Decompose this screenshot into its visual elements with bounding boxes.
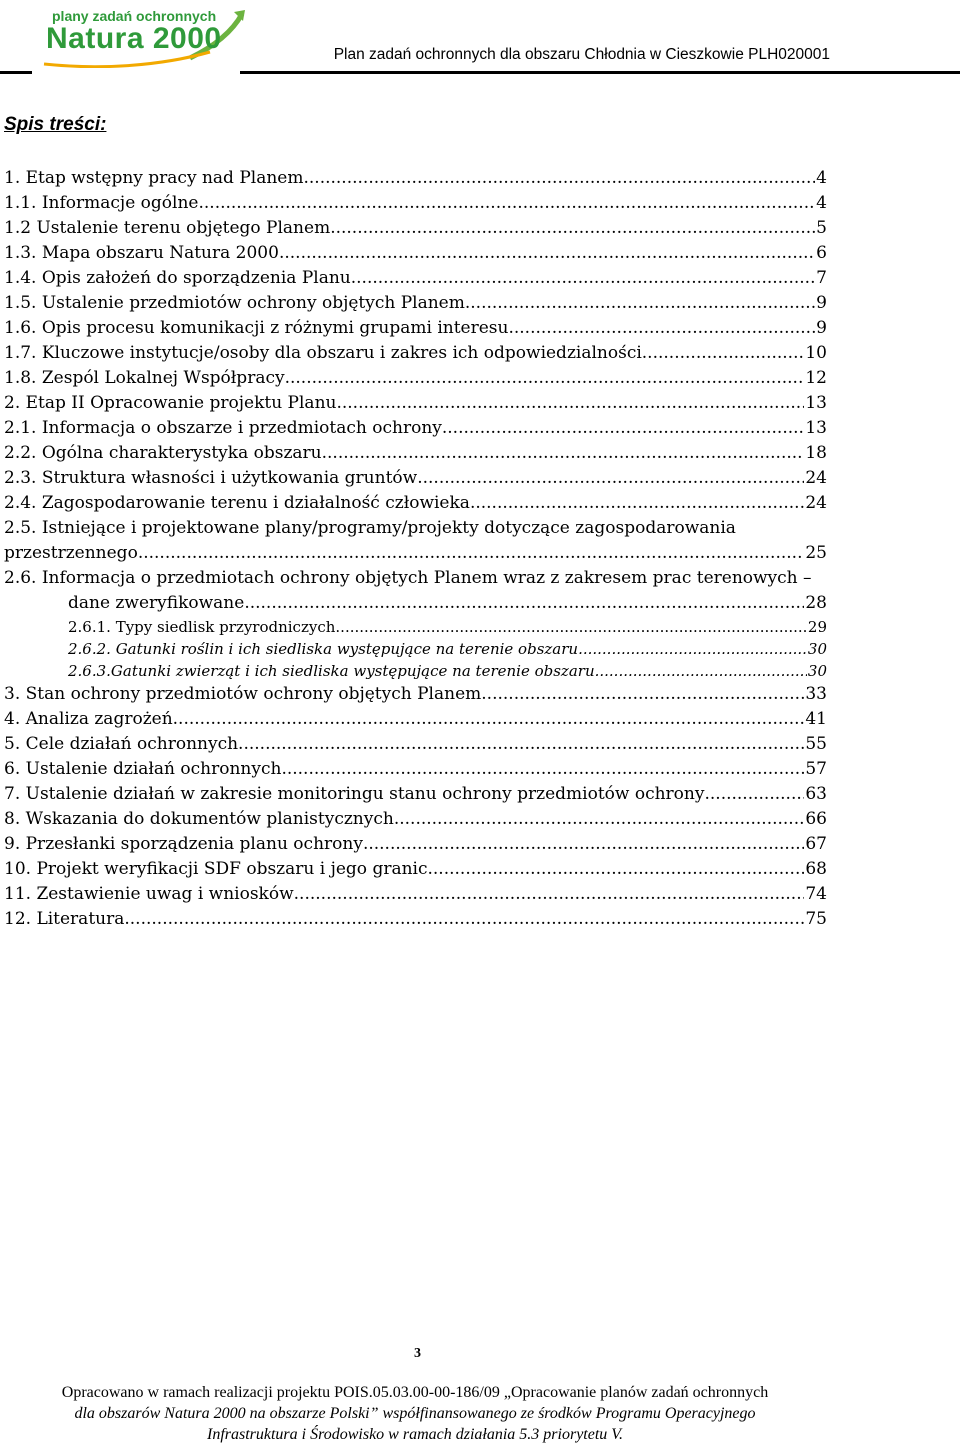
logo-tagline: plany zadań ochronnych: [52, 8, 217, 24]
toc-page-number: 13: [805, 418, 827, 438]
toc-page-number: 30: [807, 640, 827, 658]
toc-page-number: 9: [816, 318, 827, 338]
toc-heading: Spis treści:: [4, 114, 107, 135]
toc-page-number: 55: [805, 734, 827, 754]
toc-page-number: 33: [805, 684, 827, 704]
dot-leader: [442, 416, 804, 441]
toc-entry[interactable]: 2.2. Ogólna charakterystyka obszaru ..... 18: [4, 441, 827, 466]
toc-entry[interactable]: 2.5. Istniejące i projektowane plany/programy/projekty dotyczące zagospodarowania przestrzennego ..... 25: [4, 516, 827, 566]
toc-entry[interactable]: 10. Projekt weryfikacji SDF obszaru i jego granic ..... 68: [4, 857, 827, 882]
toc-page-number: 63: [805, 784, 827, 804]
dot-leader: [198, 191, 815, 216]
toc-entry[interactable]: 2.6. Informacja o przedmiotach ochrony objętych Planem wraz z zakresem prac terenowych – dane zweryfikowane ..... 28: [4, 566, 827, 616]
toc-page-number: 30: [807, 662, 827, 680]
dot-leader: [595, 660, 807, 682]
footer-line: dla obszarów Natura 2000 na obszarze Polski” współfinansowanego ze środków Programu Operacyjnego: [74, 1405, 756, 1422]
toc-page-number: 24: [805, 468, 827, 488]
dot-leader: [294, 882, 805, 907]
toc-entry[interactable]: 1. Etap wstępny pracy nad Planem ..... 4: [4, 166, 827, 191]
dot-leader: [303, 166, 815, 191]
toc-page-number: 12: [805, 368, 827, 388]
dot-leader: [336, 391, 804, 416]
toc-page-number: 7: [816, 268, 827, 288]
toc-page-number: 41: [805, 709, 827, 729]
header-rule-left: [0, 71, 32, 74]
document-title: Plan zadań ochronnych dla obszaru Chłodnia w Cieszkowie PLH020001: [333, 46, 830, 63]
toc-entry[interactable]: 11. Zestawienie uwag i wniosków ..... 74: [4, 882, 827, 907]
toc-entry[interactable]: 2.6.1. Typy siedlisk przyrodniczych ..... 29: [4, 616, 827, 638]
dot-leader: [173, 707, 805, 732]
dot-leader: [704, 782, 804, 807]
table-of-contents: [4, 166, 827, 932]
toc-entry[interactable]: 1.2 Ustalenie terenu objętego Planem ..... 5: [4, 216, 827, 241]
page-number: 3: [414, 1346, 421, 1361]
toc-entry[interactable]: 7. Ustalenie działań w zakresie monitoringu stanu ochrony przedmiotów ochrony ..... 63: [4, 782, 827, 807]
dot-leader: [470, 491, 804, 516]
toc-entry[interactable]: 6. Ustalenie działań ochronnych ..... 57: [4, 757, 827, 782]
dot-leader: [363, 832, 804, 857]
dot-leader: [394, 807, 805, 832]
toc-entry[interactable]: 12. Literatura ..... 75: [4, 907, 827, 932]
page-header: [0, 0, 960, 80]
toc-page-number: 5: [816, 218, 827, 238]
toc-entry[interactable]: 2.4. Zagospodarowanie terenu i działalność człowieka ..... 24: [4, 491, 827, 516]
toc-page-number: 10: [805, 343, 827, 363]
dot-leader: [508, 316, 815, 341]
toc-page-number: 57: [805, 759, 827, 779]
dot-leader: [417, 466, 804, 491]
toc-entry[interactable]: 1.1. Informacje ogólne ..... 4: [4, 191, 827, 216]
toc-entry[interactable]: 2.3. Struktura własności i użytkowania gruntów ..... 24: [4, 466, 827, 491]
toc-entry[interactable]: 1.5. Ustalenie przedmiotów ochrony objętych Planem ..... 9: [4, 291, 827, 316]
toc-entry[interactable]: 1.3. Mapa obszaru Natura 2000 ..... 6: [4, 241, 827, 266]
toc-page-number: 28: [805, 593, 827, 613]
toc-entry[interactable]: 9. Przesłanki sporządzenia planu ochrony ..... 67: [4, 832, 827, 857]
header-rule: [240, 71, 960, 74]
toc-entry[interactable]: 8. Wskazania do dokumentów planistycznych ..... 66: [4, 807, 827, 832]
dot-leader: [138, 541, 805, 566]
toc-entry[interactable]: 1.7. Kluczowe instytucje/osoby dla obszaru i zakres ich odpowiedzialności ..... 10: [4, 341, 827, 366]
toc-entry[interactable]: 2. Etap II Opracowanie projektu Planu ..... 13: [4, 391, 827, 416]
toc-page-number: 6: [816, 243, 827, 263]
dot-leader: [465, 291, 815, 316]
toc-entry[interactable]: 2.6.2. Gatunki roślin i ich siedliska występujące na terenie obszaru ..... 30: [4, 638, 827, 660]
toc-page-number: 29: [807, 618, 827, 636]
toc-page-number: 66: [805, 809, 827, 829]
footer-line: Infrastruktura i Środowisko w ramach działania 5.3 priorytetu V.: [206, 1426, 623, 1443]
toc-entry[interactable]: 1.6. Opis procesu komunikacji z różnymi grupami interesu ..... 9: [4, 316, 827, 341]
dot-leader: [238, 732, 804, 757]
dot-leader: [285, 366, 805, 391]
dot-leader: [244, 591, 804, 616]
dot-leader: [281, 757, 804, 782]
toc-entry[interactable]: 5. Cele działań ochronnych ..... 55: [4, 732, 827, 757]
dot-leader: [578, 638, 807, 660]
logo-name: Natura 2000: [46, 22, 222, 55]
dot-leader: [481, 682, 804, 707]
toc-entry[interactable]: 4. Analiza zagrożeń ..... 41: [4, 707, 827, 732]
page-footer: [0, 1382, 830, 1445]
dot-leader: [428, 857, 805, 882]
toc-entry[interactable]: 2.1. Informacja o obszarze i przedmiotach ochrony ..... 13: [4, 416, 827, 441]
dot-leader: [330, 216, 815, 241]
dot-leader: [335, 616, 807, 638]
toc-page-number: 25: [805, 543, 827, 563]
toc-entry[interactable]: 3. Stan ochrony przedmiotów ochrony objętych Planem ..... 33: [4, 682, 827, 707]
toc-entry[interactable]: 1.4. Opis założeń do sporządzenia Planu ..... 7: [4, 266, 827, 291]
toc-page-number: 9: [816, 293, 827, 313]
toc-page-number: 13: [805, 393, 827, 413]
toc-page-number: 18: [805, 443, 827, 463]
toc-page-number: 75: [805, 909, 827, 929]
toc-page-number: 4: [816, 168, 827, 188]
toc-page-number: 68: [805, 859, 827, 879]
dot-leader: [351, 266, 815, 291]
toc-entry[interactable]: 1.8. Zespól Lokalnej Współpracy ..... 12: [4, 366, 827, 391]
toc-entry[interactable]: 2.6.3.Gatunki zwierząt i ich siedliska występujące na terenie obszaru ..... 30: [4, 660, 827, 682]
dot-leader: [642, 341, 805, 366]
natura-2000-logo: [40, 6, 250, 68]
toc-page-number: 24: [805, 493, 827, 513]
footer-line: Opracowano w ramach realizacji projektu POIS.05.03.00-00-186/09 „Opracowanie planów zadań ochronnych: [61, 1384, 769, 1401]
toc-page-number: 67: [805, 834, 827, 854]
dot-leader: [124, 907, 804, 932]
dot-leader: [322, 441, 805, 466]
toc-page-number: 74: [805, 884, 827, 904]
toc-page-number: 4: [816, 193, 827, 213]
dot-leader: [279, 241, 815, 266]
